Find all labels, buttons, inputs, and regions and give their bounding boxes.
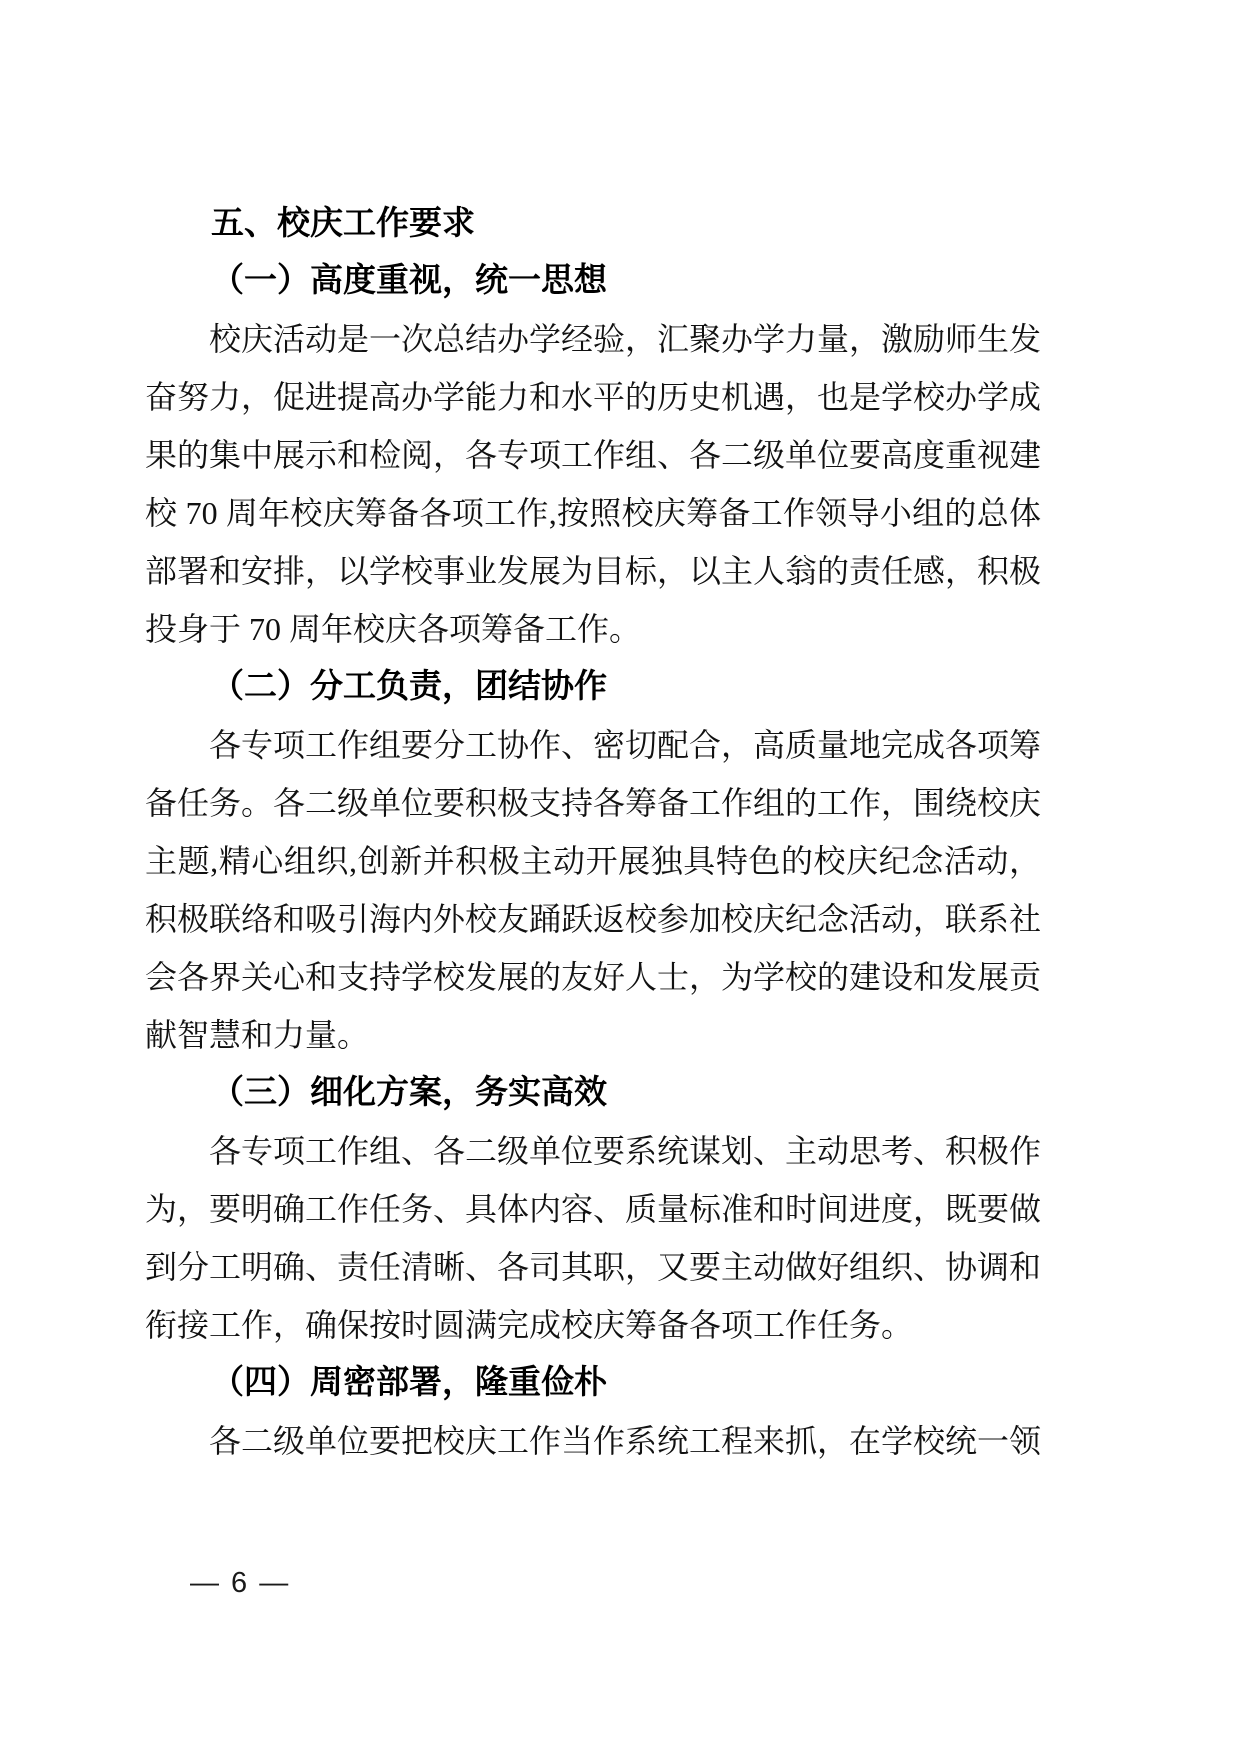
paragraph-4: 各二级单位要把校庆工作当作系统工程来抓，在学校统一领 xyxy=(209,1423,1042,1459)
page-number: — 6 — xyxy=(190,1567,291,1599)
subsection-heading-1: （一）高度重视，统一思想 xyxy=(211,263,607,299)
subsection-heading-3: （三）细化方案，务实高效 xyxy=(211,1075,607,1111)
section-title: 五、校庆工作要求 xyxy=(211,204,475,241)
subsection-heading-2: （二）分工负责，团结协作 xyxy=(211,669,607,705)
subsection-heading-4: （四）周密部署，隆重俭朴 xyxy=(211,1365,607,1401)
paragraph-2: 各专项工作组要分工协作、密切配合，高质量地完成各项筹备任务。各二级单位要积极支持各筹备工作组的工作，围绕校庆主题,精心组织,创新并积极主动开展独具特色的校庆纪念活动，积极联络和吸引海内外校友踊跃返校参加校庆纪念活动，联系社会各界关心和支持学校发展的友好人士，为学校的建设和发展贡献智慧和力量。 xyxy=(145,727,1042,1053)
paragraph-1: 校庆活动是一次总结办学经验，汇聚办学力量，激励师生发奋努力，促进提高办学能力和水平的历史机遇，也是学校办学成果的集中展示和检阅，各专项工作组、各二级单位要高度重视建校 70 周年校庆筹备各项工作,按照校庆筹备工作领导小组的总体部署和安排，以学校事业发展为目标，以主人翁的责任感，积极投身于 70 周年校庆各项筹备工作。 xyxy=(145,321,1042,647)
page-footer xyxy=(190,1566,290,1600)
page-content xyxy=(145,194,1041,1470)
paragraph-3: 各专项工作组、各二级单位要系统谋划、主动思考、积极作为，要明确工作任务、具体内容、质量标准和时间进度，既要做到分工明确、责任清晰、各司其职，又要主动做好组织、协调和衔接工作，确保按时圆满完成校庆筹备各项工作任务。 xyxy=(145,1133,1042,1343)
